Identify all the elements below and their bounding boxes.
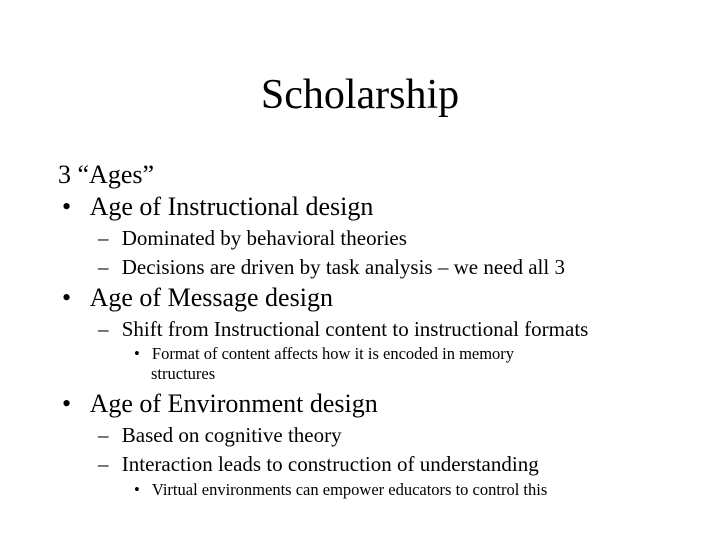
- dash-icon: –: [98, 317, 109, 341]
- dash-icon: –: [98, 226, 109, 250]
- bullet-age-environment: [62, 389, 378, 419]
- dash-icon: –: [98, 452, 109, 476]
- list-item-text: Interaction leads to construction of understanding: [121, 452, 539, 476]
- list-item-text: Dominated by behavioral theories: [121, 226, 407, 250]
- bullet-age-instructional: [62, 192, 373, 222]
- bullet-icon: •: [62, 283, 72, 312]
- sub-list-item: [134, 480, 547, 500]
- dash-icon: –: [98, 255, 109, 279]
- dash-icon: –: [98, 423, 109, 447]
- sub-list-item-text: Virtual environments can empower educators to control this: [151, 480, 548, 499]
- list-item: [98, 254, 565, 280]
- heading-age-instructional: Age of Instructional design: [89, 192, 374, 221]
- sub-list-item-continuation: structures: [151, 364, 216, 383]
- list-item-text: Shift from Instructional content to instructional formats: [121, 317, 589, 341]
- sub-list-item: [134, 344, 514, 364]
- sub-list-item-text: Format of content affects how it is encoded in memory: [151, 344, 515, 363]
- list-item: [98, 316, 588, 342]
- intro-text: 3 “Ages”: [58, 160, 155, 189]
- list-item: [98, 225, 407, 251]
- list-item: [98, 422, 342, 448]
- heading-age-environment: Age of Environment design: [89, 389, 378, 418]
- bullet-icon: •: [134, 344, 140, 363]
- slide-title: Scholarship: [260, 72, 460, 118]
- bullet-icon: •: [62, 192, 72, 221]
- list-item-text: Based on cognitive theory: [121, 423, 342, 447]
- list-item-text: Decisions are driven by task analysis – we need all 3: [121, 255, 565, 279]
- heading-age-message: Age of Message design: [89, 283, 333, 312]
- bullet-icon: •: [134, 480, 140, 499]
- bullet-icon: •: [62, 389, 72, 418]
- bullet-age-message: [62, 283, 333, 313]
- list-item: [98, 451, 539, 477]
